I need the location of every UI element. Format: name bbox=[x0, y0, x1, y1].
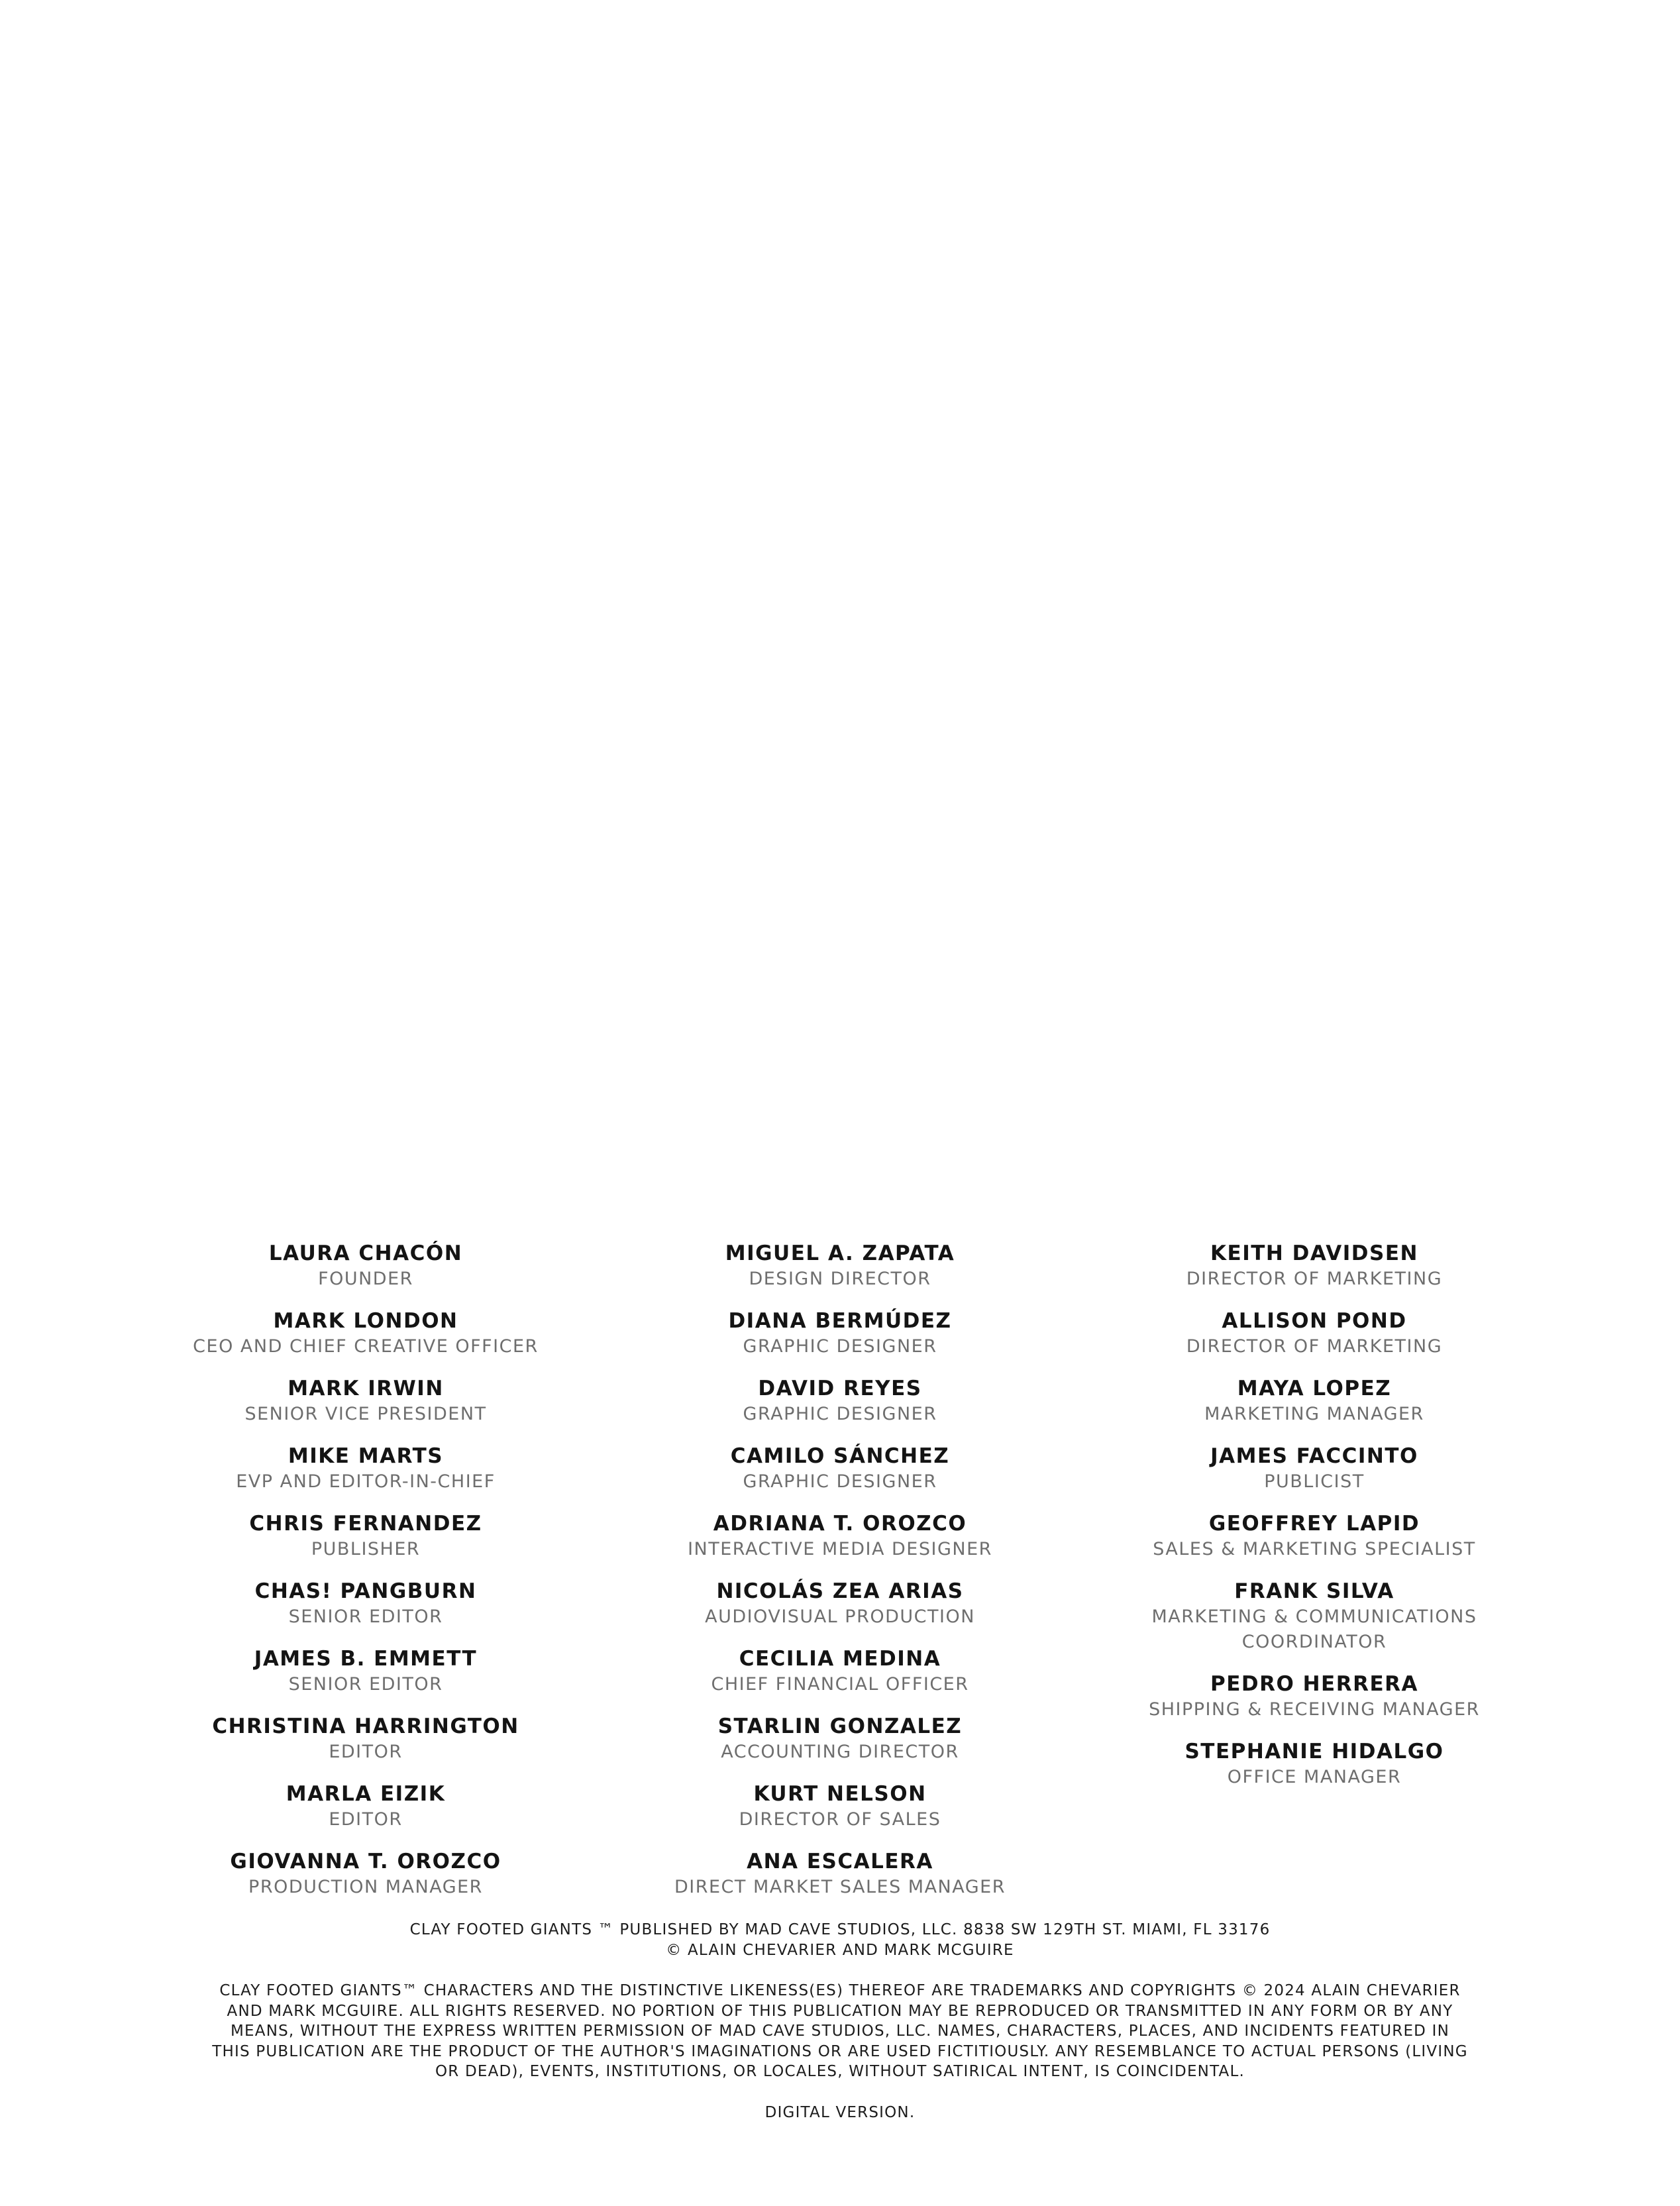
staff-role: PUBLICIST bbox=[1264, 1471, 1365, 1492]
staff-name: DIANA BERMÚDEZ bbox=[728, 1309, 952, 1333]
credit-entry bbox=[127, 1308, 604, 1359]
credit-entry bbox=[1076, 1443, 1553, 1495]
staff-name: MIGUEL A. ZAPATA bbox=[725, 1241, 955, 1265]
rights-paragraph: CLAY FOOTED GIANTS™ CHARACTERS AND THE DISTINCTIVE LIKENESS(ES) THEREOF ARE TRADEMARKS AND COPYRIGHTS © 2024 ALAIN CHEVARIER AND MARK MCGUIRE. ALL RIGHTS RESERVED. NO PORTION OF THIS PUBLICATION MAY BE REPRODUCED OR TRANSMITTED IN ANY FORM OR BY ANY MEANS, WITHOUT THE EXPRESS WRITTEN PERMISSION OF MAD CAVE STUDIOS, LLC. NAMES, CHARACTERS, PLACES, AND INCIDENTS FEATURED IN THIS PUBLICATION ARE THE PRODUCT OF THE AUTHOR'S IMAGINATIONS OR ARE USED FICTITIOUSLY. ANY RESEMBLANCE TO ACTUAL PERSONS (LIVING OR DEAD), EVENTS, INSTITUTIONS, OR LOCALES, WITHOUT SATIRICAL INTENT, IS COINCIDENTAL. bbox=[212, 1982, 1468, 2080]
staff-role: DIRECTOR OF MARKETING bbox=[1186, 1336, 1443, 1357]
credit-entry bbox=[127, 1848, 604, 1900]
staff-role: PRODUCTION MANAGER bbox=[248, 1877, 483, 1897]
staff-name: LAURA CHACÓN bbox=[268, 1241, 463, 1265]
staff-role: SENIOR EDITOR bbox=[288, 1674, 443, 1695]
staff-name: MAYA LOPEZ bbox=[1237, 1377, 1392, 1400]
staff-name: ADRIANA T. OROZCO bbox=[713, 1512, 967, 1536]
staff-role: EVP AND EDITOR-IN-CHIEF bbox=[236, 1471, 496, 1492]
credit-entry bbox=[127, 1443, 604, 1495]
copyright-line: © ALAIN CHEVARIER AND MARK MCGUIRE bbox=[666, 1941, 1014, 1959]
credit-entry bbox=[127, 1375, 604, 1427]
credit-entry bbox=[602, 1443, 1078, 1495]
staff-role: MARKETING & COMMUNICATIONS COORDINATOR bbox=[1151, 1606, 1477, 1652]
credit-entry bbox=[1076, 1240, 1553, 1292]
staff-role: SHIPPING & RECEIVING MANAGER bbox=[1149, 1699, 1480, 1720]
credit-entry bbox=[1076, 1671, 1553, 1722]
staff-role: AUDIOVISUAL PRODUCTION bbox=[705, 1606, 975, 1627]
staff-name: KEITH DAVIDSEN bbox=[1210, 1241, 1418, 1265]
publisher-notice bbox=[199, 1920, 1481, 1960]
staff-name: MARK LONDON bbox=[273, 1309, 458, 1333]
credit-entry bbox=[1076, 1578, 1553, 1655]
staff-role: DESIGN DIRECTOR bbox=[749, 1269, 931, 1289]
staff-name: JAMES FACCINTO bbox=[1210, 1444, 1418, 1468]
staff-name: FRANK SILVA bbox=[1234, 1579, 1394, 1603]
staff-role: GRAPHIC DESIGNER bbox=[743, 1336, 937, 1357]
credit-entry bbox=[127, 1646, 604, 1697]
staff-role: GRAPHIC DESIGNER bbox=[743, 1404, 937, 1424]
credit-entry bbox=[602, 1646, 1078, 1697]
staff-role: GRAPHIC DESIGNER bbox=[743, 1471, 937, 1492]
credit-entry bbox=[1076, 1375, 1553, 1427]
credits-column-1 bbox=[127, 1240, 604, 1916]
staff-name: CHRISTINA HARRINGTON bbox=[212, 1714, 519, 1738]
staff-role: PUBLISHER bbox=[311, 1539, 421, 1559]
staff-role: SALES & MARKETING SPECIALIST bbox=[1153, 1539, 1476, 1559]
staff-name: NICOLÁS ZEA ARIAS bbox=[716, 1579, 964, 1603]
credit-entry bbox=[602, 1510, 1078, 1562]
staff-name: STARLIN GONZALEZ bbox=[717, 1714, 963, 1738]
staff-role: CHIEF FINANCIAL OFFICER bbox=[711, 1674, 969, 1695]
credit-entry bbox=[602, 1848, 1078, 1900]
staff-name: GEOFFREY LAPID bbox=[1208, 1512, 1420, 1536]
version-line: DIGITAL VERSION. bbox=[764, 2104, 916, 2121]
staff-role: MARKETING MANAGER bbox=[1204, 1404, 1424, 1424]
staff-role: EDITOR bbox=[329, 1742, 403, 1762]
staff-name: MIKE MARTS bbox=[288, 1444, 444, 1468]
credits-column-2 bbox=[602, 1240, 1078, 1916]
staff-role: DIRECTOR OF MARKETING bbox=[1186, 1269, 1443, 1289]
staff-name: PEDRO HERRERA bbox=[1210, 1672, 1419, 1696]
staff-role: OFFICE MANAGER bbox=[1227, 1767, 1402, 1787]
staff-role: DIRECT MARKET SALES MANAGER bbox=[674, 1877, 1006, 1897]
credit-entry bbox=[602, 1240, 1078, 1292]
publisher-line: CLAY FOOTED GIANTS ™ PUBLISHED BY MAD CAVE STUDIOS, LLC. 8838 SW 129TH ST. MIAMI, FL 33176 bbox=[409, 1921, 1271, 1938]
credit-entry bbox=[1076, 1308, 1553, 1359]
credit-entry bbox=[1076, 1738, 1553, 1790]
credit-entry bbox=[602, 1578, 1078, 1630]
credit-entry bbox=[602, 1713, 1078, 1765]
staff-name: KURT NELSON bbox=[753, 1782, 927, 1806]
staff-name: MARK IRWIN bbox=[288, 1377, 444, 1400]
staff-role: ACCOUNTING DIRECTOR bbox=[721, 1742, 959, 1762]
staff-name: STEPHANIE HIDALGO bbox=[1184, 1740, 1444, 1763]
staff-name: CHRIS FERNANDEZ bbox=[249, 1512, 482, 1536]
staff-name: JAMES B. EMMETT bbox=[254, 1647, 478, 1671]
staff-name: CHAS! PANGBURN bbox=[254, 1579, 477, 1603]
staff-role: DIRECTOR OF SALES bbox=[739, 1809, 941, 1830]
staff-role: EDITOR bbox=[329, 1809, 403, 1830]
credit-entry bbox=[127, 1240, 604, 1292]
staff-name: CECILIA MEDINA bbox=[739, 1647, 941, 1671]
credit-entry bbox=[1076, 1510, 1553, 1562]
staff-name: DAVID REYES bbox=[758, 1377, 922, 1400]
staff-credits bbox=[0, 1240, 1680, 1897]
credit-entry bbox=[602, 1375, 1078, 1427]
credit-entry bbox=[127, 1713, 604, 1765]
staff-name: MARLA EIZIK bbox=[286, 1782, 446, 1806]
credit-entry bbox=[127, 1578, 604, 1630]
staff-name: ANA ESCALERA bbox=[747, 1850, 933, 1873]
staff-role: SENIOR VICE PRESIDENT bbox=[244, 1404, 487, 1424]
credit-entry bbox=[127, 1510, 604, 1562]
staff-role: CEO AND CHIEF CREATIVE OFFICER bbox=[193, 1336, 539, 1357]
staff-role: FOUNDER bbox=[318, 1269, 413, 1289]
credit-entry bbox=[602, 1308, 1078, 1359]
staff-name: CAMILO SÁNCHEZ bbox=[730, 1444, 950, 1468]
staff-role: SENIOR EDITOR bbox=[288, 1606, 443, 1627]
credit-entry bbox=[127, 1781, 604, 1832]
staff-name: GIOVANNA T. OROZCO bbox=[230, 1850, 501, 1873]
staff-name: ALLISON POND bbox=[1222, 1309, 1407, 1333]
staff-role: INTERACTIVE MEDIA DESIGNER bbox=[688, 1539, 992, 1559]
credit-entry bbox=[602, 1781, 1078, 1832]
credits-column-3 bbox=[1076, 1240, 1553, 1806]
